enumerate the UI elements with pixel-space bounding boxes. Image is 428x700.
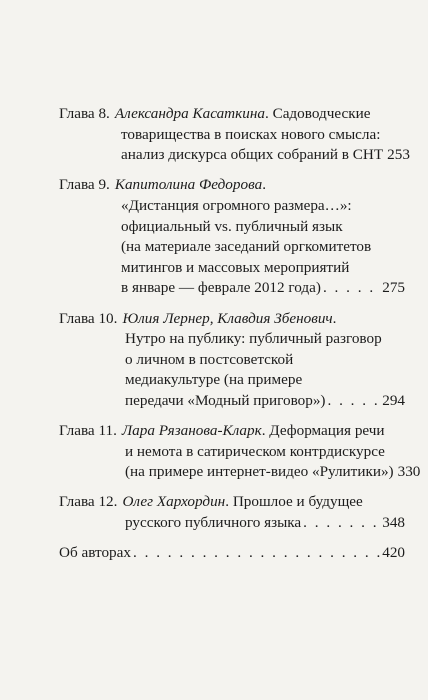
chapter-title-line: «Дистанция огромного размера…»: <box>121 196 352 214</box>
chapter-title-last-line <box>125 462 421 483</box>
chapter-title-first-line: Олег Хархордин. Прошлое и будущее <box>122 493 363 511</box>
about-authors-label: Об авторах <box>59 544 131 562</box>
chapter-label: Глава 10. <box>59 309 118 327</box>
chapter-label: Глава 9. <box>59 176 110 194</box>
dot-leader <box>327 391 380 412</box>
chapter-title-first-line: Юлия Лернер, Клавдия Збенович. <box>122 309 337 327</box>
page-number: 330 <box>397 463 421 481</box>
page-number: 275 <box>382 279 405 297</box>
chapter-title-line: анализ дискурса общих собраний в СНТ <box>121 146 384 164</box>
chapter-title-part: Прошлое и будущее <box>232 493 363 511</box>
chapter-title-line: (на материале заседаний оргкомитетов <box>121 238 372 256</box>
chapter-title-line: в январе — феврале 2012 года) <box>121 279 321 297</box>
chapter-title-last-line <box>125 513 405 534</box>
dot-leader <box>133 543 380 564</box>
chapter-title-last-line <box>121 145 410 166</box>
toc-entry-chapter-8 <box>59 104 410 166</box>
chapter-label: Глава 12. <box>59 493 118 511</box>
chapter-title-line: (на примере интернет-видео «Рулитики») <box>125 463 394 481</box>
toc-entry-chapter-11 <box>59 421 421 483</box>
chapter-title-line: передачи «Модный приговор») <box>125 391 326 409</box>
page-number: 294 <box>382 391 405 409</box>
dot-leader <box>303 513 380 534</box>
toc-entry-about-authors <box>59 543 405 564</box>
chapter-title-first-line: Капитолина Федорова. <box>114 176 266 194</box>
chapter-title-line: Нутро на публику: публичный разговор <box>125 330 382 348</box>
chapter-title-line: русского публичного языка <box>125 514 302 532</box>
chapter-label: Глава 11. <box>59 422 117 440</box>
page-number: 348 <box>382 514 405 532</box>
chapter-title-first-line: Александра Касаткина. Садоводческие <box>114 105 371 122</box>
chapter-label: Глава 8. <box>59 105 110 122</box>
chapter-title-part: Садоводческие <box>272 105 371 122</box>
chapter-author: Лара Рязанова-Кларк <box>121 422 262 440</box>
toc-entry-chapter-12 <box>59 492 405 533</box>
chapter-author: Олег Хархордин <box>122 493 226 511</box>
chapter-title-last-line <box>121 278 405 299</box>
chapter-title-part: Деформация речи <box>269 422 385 440</box>
page-number: 253 <box>387 146 410 164</box>
chapter-author: Александра Касаткина <box>114 105 265 122</box>
chapter-author: Капитолина Федорова <box>114 176 263 194</box>
page-number: 420 <box>382 544 405 562</box>
chapter-title-last-line <box>125 391 405 412</box>
chapter-author: Юлия Лернер, Клавдия Збенович <box>122 309 333 327</box>
table-of-contents <box>59 104 421 573</box>
chapter-title-line: митингов и массовых мероприятий <box>121 258 350 276</box>
chapter-title-line: медиакультуре (на примере <box>125 371 303 389</box>
chapter-title-line: и немота в сатирическом контрдискурсе <box>125 442 385 460</box>
about-authors-line <box>59 543 405 564</box>
toc-entry-chapter-9 <box>59 175 405 299</box>
chapter-title-first-line: Лара Рязанова-Кларк. Деформация речи <box>121 422 385 440</box>
chapter-title-line: товарищества в поисках нового смысла: <box>121 125 381 143</box>
chapter-title-line: о личном в постсоветской <box>125 350 294 368</box>
toc-entry-chapter-10 <box>59 309 405 412</box>
chapter-title-line: официальный vs. публичный язык <box>121 217 343 235</box>
dot-leader <box>323 278 380 299</box>
